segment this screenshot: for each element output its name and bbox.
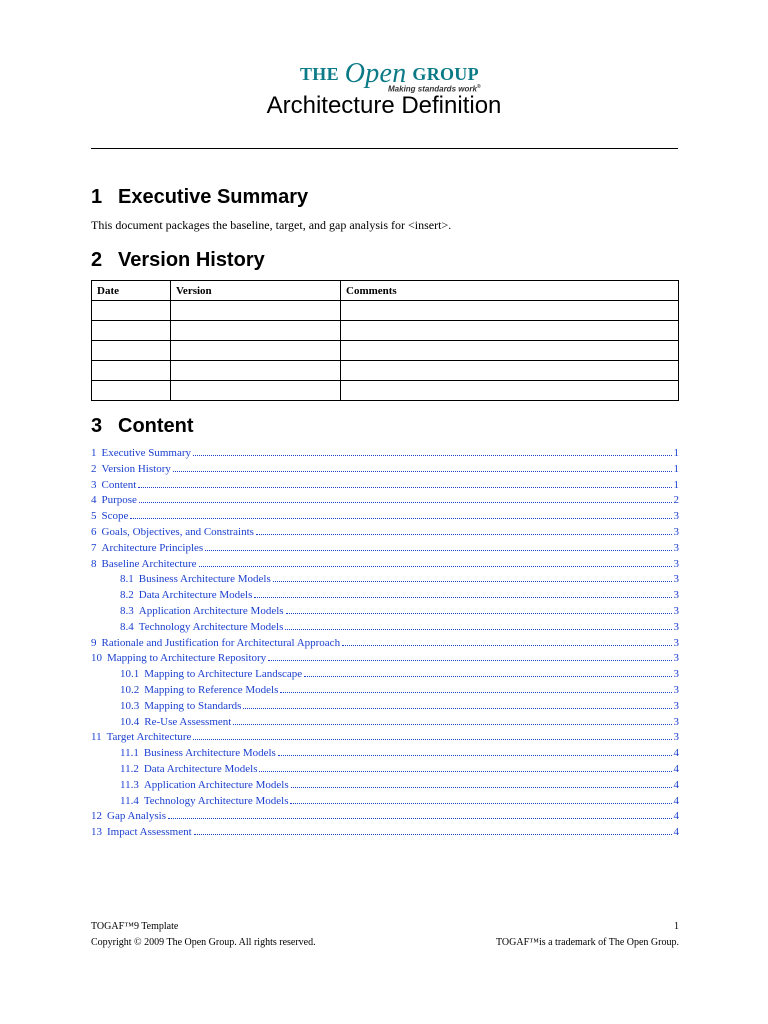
toc-leader-dots xyxy=(280,683,671,693)
toc-link[interactable] xyxy=(91,604,679,620)
toc-title: Technology Architecture Models xyxy=(138,620,284,633)
toc-leader-dots xyxy=(139,493,672,503)
toc-link[interactable] xyxy=(91,572,679,588)
toc-leader-dots xyxy=(286,604,672,614)
executive-summary-text: This document packages the baseline, target, and gap analysis for <insert>. xyxy=(91,218,452,232)
toc-page-number: 3 xyxy=(673,699,679,712)
toc-link[interactable] xyxy=(91,667,679,683)
toc-leader-dots xyxy=(278,746,672,756)
footer-template-label: TOGAF™9 Template xyxy=(91,921,179,932)
toc-leader-dots xyxy=(342,636,671,646)
toc-title: Technology Architecture Models xyxy=(143,794,289,807)
toc-page-number: 3 xyxy=(673,683,679,696)
toc-title: Mapping to Architecture Landscape xyxy=(144,668,303,681)
toc-leader-dots xyxy=(173,462,672,472)
toc-link[interactable] xyxy=(91,794,679,810)
toc-leader-dots xyxy=(193,730,671,740)
toc-title: Version History xyxy=(101,462,171,475)
toc-leader-dots xyxy=(291,778,672,788)
toc-link[interactable] xyxy=(91,651,679,667)
logo-tagline-text: Making standards work xyxy=(388,84,477,94)
toc-leader-dots xyxy=(243,699,671,709)
footer-page-number: 1 xyxy=(674,921,679,932)
section-heading-version-history xyxy=(91,249,265,272)
toc-title: Gap Analysis xyxy=(107,810,166,823)
table-cell xyxy=(341,321,679,341)
section-heading-executive-summary xyxy=(91,186,308,209)
toc-page-number: 3 xyxy=(673,525,679,538)
table-cell xyxy=(341,361,679,381)
toc-link[interactable] xyxy=(91,778,679,794)
toc-title: Data Architecture Models xyxy=(143,762,258,775)
toc-link[interactable] xyxy=(91,636,679,652)
toc-page-number: 3 xyxy=(673,510,679,523)
table-row xyxy=(92,361,679,381)
section-title: Content xyxy=(118,415,194,437)
toc-page-number: 3 xyxy=(673,541,679,554)
toc-number: 10.2 xyxy=(120,683,140,696)
section-number: 2 xyxy=(91,249,103,271)
toc-number: 10 xyxy=(91,652,102,665)
toc-number: 13 xyxy=(91,826,102,839)
toc-number: 4 xyxy=(91,494,97,507)
toc-title: Content xyxy=(101,478,137,491)
toc-page-number: 3 xyxy=(673,668,679,681)
toc-leader-dots xyxy=(138,478,671,488)
toc-number: 10.4 xyxy=(120,715,140,728)
toc-page-number: 3 xyxy=(673,604,679,617)
section-title: Executive Summary xyxy=(118,186,309,208)
toc-title: Application Architecture Models xyxy=(143,778,289,791)
toc-leader-dots xyxy=(193,446,671,456)
toc-link[interactable] xyxy=(91,525,679,541)
toc-page-number: 3 xyxy=(673,652,679,665)
toc-page-number: 2 xyxy=(673,494,679,507)
toc-page-number: 4 xyxy=(673,778,679,791)
toc-number: 10.3 xyxy=(120,699,140,712)
toc-title: Mapping to Standards xyxy=(144,699,242,712)
toc-link[interactable] xyxy=(91,588,679,604)
toc-link[interactable] xyxy=(91,730,679,746)
table-cell xyxy=(171,341,341,361)
table-cell xyxy=(171,361,341,381)
toc-page-number: 4 xyxy=(673,810,679,823)
toc-leader-dots xyxy=(205,541,671,551)
open-group-logo xyxy=(300,50,480,94)
toc-page-number: 3 xyxy=(673,557,679,570)
toc-leader-dots xyxy=(256,525,672,535)
table-cell xyxy=(92,301,171,321)
toc-number: 11.1 xyxy=(120,747,139,760)
toc-page-number: 3 xyxy=(673,731,679,744)
toc-page-number: 4 xyxy=(673,747,679,760)
footer-copyright: Copyright © 2009 The Open Group. All rights reserved. xyxy=(91,937,316,948)
toc-page-number: 1 xyxy=(673,478,679,491)
toc-link[interactable] xyxy=(91,762,679,778)
toc-link[interactable] xyxy=(91,493,679,509)
toc-link[interactable] xyxy=(91,462,679,478)
toc-title: Goals, Objectives, and Constraints xyxy=(101,525,254,538)
toc-title: Data Architecture Models xyxy=(138,589,253,602)
toc-link[interactable] xyxy=(91,478,679,494)
toc-title: Executive Summary xyxy=(101,447,192,459)
toc-page-number: 3 xyxy=(673,573,679,586)
table-cell xyxy=(341,381,679,401)
toc-leader-dots xyxy=(290,794,671,804)
table-cell xyxy=(341,341,679,361)
toc-page-number: 3 xyxy=(673,636,679,649)
toc-number: 3 xyxy=(91,478,97,491)
table-cell xyxy=(92,321,171,341)
toc-page-number: 1 xyxy=(673,447,679,459)
toc-link[interactable] xyxy=(91,683,679,699)
toc-number: 8.2 xyxy=(120,589,134,602)
footer-trademark: TOGAF™is a trademark of The Open Group. xyxy=(495,937,679,948)
toc-page-number: 3 xyxy=(673,715,679,728)
toc-link[interactable] xyxy=(91,825,679,841)
table-cell xyxy=(92,341,171,361)
table-row xyxy=(92,341,679,361)
table-cell xyxy=(171,301,341,321)
toc-title: Target Architecture xyxy=(106,731,192,744)
toc-link[interactable] xyxy=(91,541,679,557)
column-header-date: Date xyxy=(92,281,171,301)
table-cell xyxy=(92,361,171,381)
toc-title: Baseline Architecture xyxy=(101,557,197,570)
toc-title: Architecture Principles xyxy=(101,541,204,554)
toc-title: Business Architecture Models xyxy=(143,747,276,760)
toc-leader-dots xyxy=(199,557,672,567)
toc-link[interactable] xyxy=(91,509,679,525)
table-row xyxy=(92,321,679,341)
title-divider xyxy=(91,148,678,149)
toc-title: Rationale and Justification for Architectural Approach xyxy=(101,636,341,649)
toc-link[interactable] xyxy=(91,809,679,825)
registered-mark: ® xyxy=(476,84,481,90)
toc-title: Purpose xyxy=(101,494,137,507)
logo-open: Open xyxy=(344,58,407,89)
toc-number: 8.1 xyxy=(120,573,134,586)
toc-title: Impact Assessment xyxy=(107,826,192,839)
toc-number: 7 xyxy=(91,541,97,554)
toc-title: Mapping to Architecture Repository xyxy=(107,652,267,665)
toc-link[interactable] xyxy=(91,557,679,573)
toc-title: Business Architecture Models xyxy=(138,573,271,586)
toc-page-number: 4 xyxy=(673,762,679,775)
table-cell xyxy=(171,381,341,401)
toc-leader-dots xyxy=(304,667,671,677)
toc-number: 12 xyxy=(91,810,102,823)
toc-link[interactable] xyxy=(91,699,679,715)
table-row xyxy=(92,381,679,401)
toc-number: 8.3 xyxy=(120,604,134,617)
toc-page-number: 3 xyxy=(673,620,679,633)
toc-title: Re-Use Assessment xyxy=(144,715,232,728)
toc-link[interactable] xyxy=(91,746,679,762)
toc-page-number: 3 xyxy=(673,589,679,602)
toc-page-number: 4 xyxy=(673,826,679,839)
version-history-table xyxy=(91,280,679,401)
toc-number: 10.1 xyxy=(120,668,140,681)
table-header-row xyxy=(92,281,679,301)
toc-title: Scope xyxy=(101,510,129,523)
toc-number: 5 xyxy=(91,510,97,523)
table-cell xyxy=(341,301,679,321)
toc-number: 8 xyxy=(91,557,97,570)
toc-leader-dots xyxy=(273,572,672,582)
toc-page-number: 1 xyxy=(673,462,679,475)
toc-title: Mapping to Reference Models xyxy=(144,683,279,696)
toc-leader-dots xyxy=(194,825,672,835)
logo-the: THE xyxy=(300,64,339,84)
toc-number: 11.3 xyxy=(120,778,139,791)
document-title: Architecture Definition xyxy=(266,92,502,119)
table-of-contents xyxy=(91,446,679,841)
toc-number: 11.4 xyxy=(120,794,139,807)
toc-number: 8.4 xyxy=(120,620,134,633)
logo-group: GROUP xyxy=(412,64,479,84)
toc-link[interactable] xyxy=(91,620,679,636)
table-cell xyxy=(171,321,341,341)
toc-leader-dots xyxy=(254,588,671,598)
section-number: 1 xyxy=(91,186,103,208)
toc-leader-dots xyxy=(233,715,671,725)
toc-number: 11.2 xyxy=(120,762,139,775)
toc-link[interactable] xyxy=(91,715,679,731)
toc-number: 2 xyxy=(91,462,97,475)
toc-leader-dots xyxy=(130,509,671,519)
toc-link[interactable] xyxy=(91,446,679,462)
table-cell xyxy=(92,381,171,401)
toc-number: 11 xyxy=(91,731,102,744)
toc-page-number: 4 xyxy=(673,794,679,807)
toc-number: 1 xyxy=(91,447,97,459)
toc-leader-dots xyxy=(168,809,672,819)
section-number: 3 xyxy=(91,415,103,437)
toc-leader-dots xyxy=(259,762,671,772)
section-heading-content xyxy=(91,415,194,438)
toc-number: 6 xyxy=(91,525,97,538)
column-header-comments: Comments xyxy=(341,281,679,301)
section-title: Version History xyxy=(118,249,265,271)
table-row xyxy=(92,301,679,321)
column-header-version: Version xyxy=(171,281,341,301)
toc-leader-dots xyxy=(268,651,671,661)
toc-number: 9 xyxy=(91,636,97,649)
toc-leader-dots xyxy=(285,620,671,630)
toc-title: Application Architecture Models xyxy=(138,604,284,617)
